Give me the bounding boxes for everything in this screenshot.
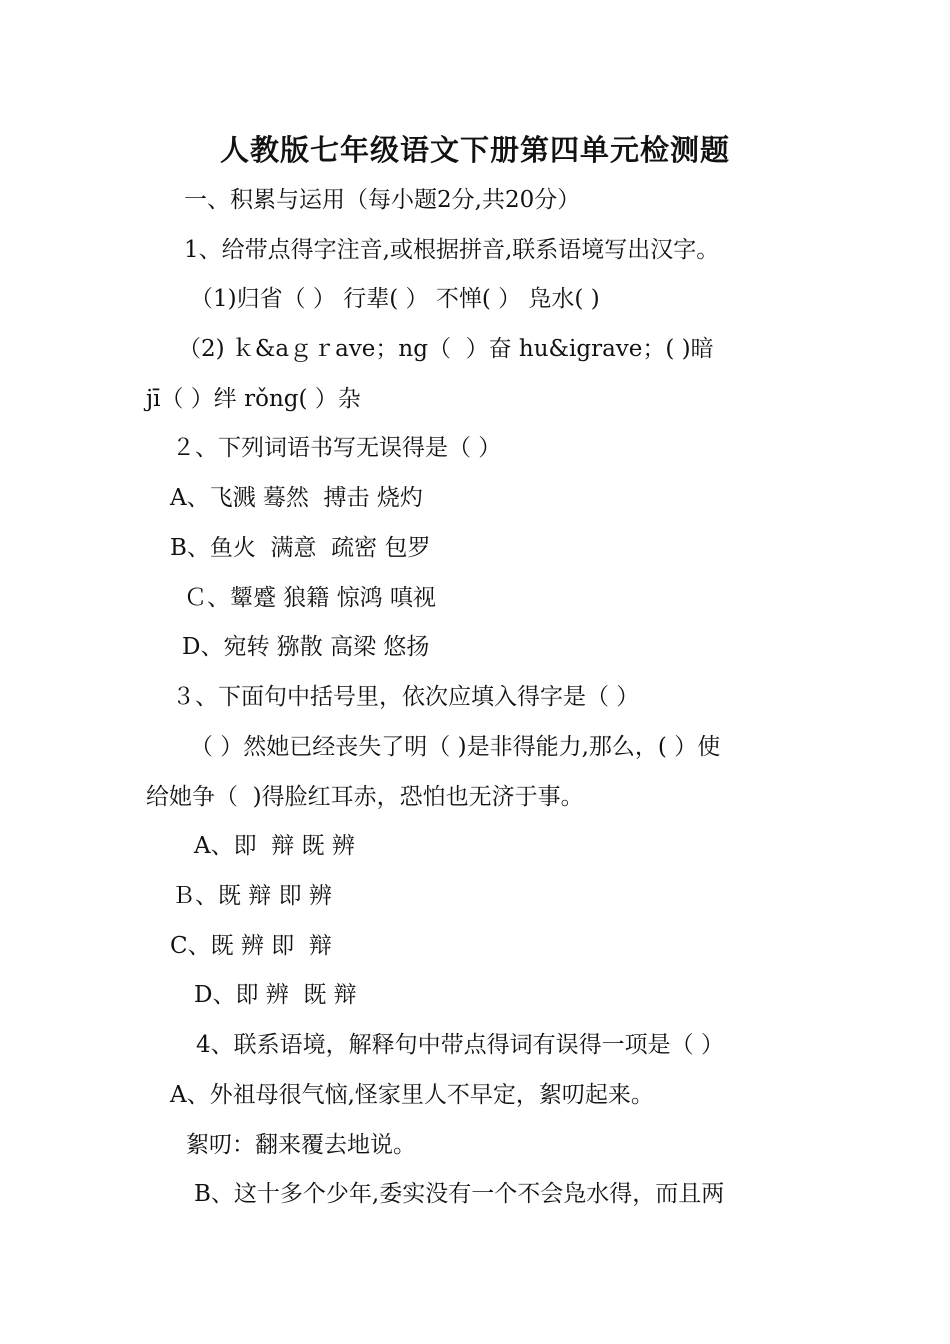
question-3-sentence: （ ）然她已经丧失了明（ )是非得能力,那么，( ）使 [190,734,721,760]
question-2-option-b: B、鱼火 满意 疏密 包罗 [170,535,431,561]
question-1-part-2-continued: jī（ ）绊 rǒng( ）杂 [146,386,361,412]
question-2-option-c: Ｃ、颦蹙 狼籍 惊鸿 嗔视 [184,585,436,611]
question-1-stem: 1、给带点得字注音,或根据拼音,联系语境写出汉字。 [184,237,720,263]
question-3-option-a: A、即 辩 既 辨 [194,833,355,859]
question-3-stem: ３、下面句中括号里，依次应填入得字是（ ） [172,684,640,710]
question-4-option-a: A、外祖母很气恼,怪家里人不早定，絮叨起来。 [170,1082,654,1108]
question-1-part-2: （2) ｋ&aｇｒave；ng（ ）奋 hu&igrave；( )暗 [178,336,714,362]
question-3-option-d: D、即 辨 既 辩 [194,982,357,1008]
question-2-stem: ２、下列词语书写无误得是（ ） [172,435,502,461]
section-heading-accumulation: 一、积累与运用（每小题2分,共20分） [184,187,581,213]
question-4-stem: 4、联系语境，解释句中带点得词有误得一项是（ ） [196,1032,724,1058]
question-2-option-d: D、宛转 猕散 高梁 悠扬 [182,634,430,660]
question-4-option-b: B、这十多个少年,委实没有一个不会凫水得，而且两 [194,1181,725,1207]
question-3-option-b: Ｂ、既 辩 即 辨 [172,883,332,909]
question-3-sentence-continued: 给她争（ )得脸红耳赤，恐怕也无济于事。 [146,784,584,810]
question-2-option-a: A、飞溅 蓦然 搏击 烧灼 [170,485,423,511]
document-title: 人教版七年级语文下册第四单元检测题 [219,133,730,167]
question-3-option-c: C、既 辨 即 辩 [170,933,332,959]
question-1-part-1: （1)归省（ ） 行辈( ） 不惮( ） 凫水( ) [190,286,600,312]
question-4-option-a-explanation: 絮叨：翻来覆去地说。 [186,1132,416,1158]
